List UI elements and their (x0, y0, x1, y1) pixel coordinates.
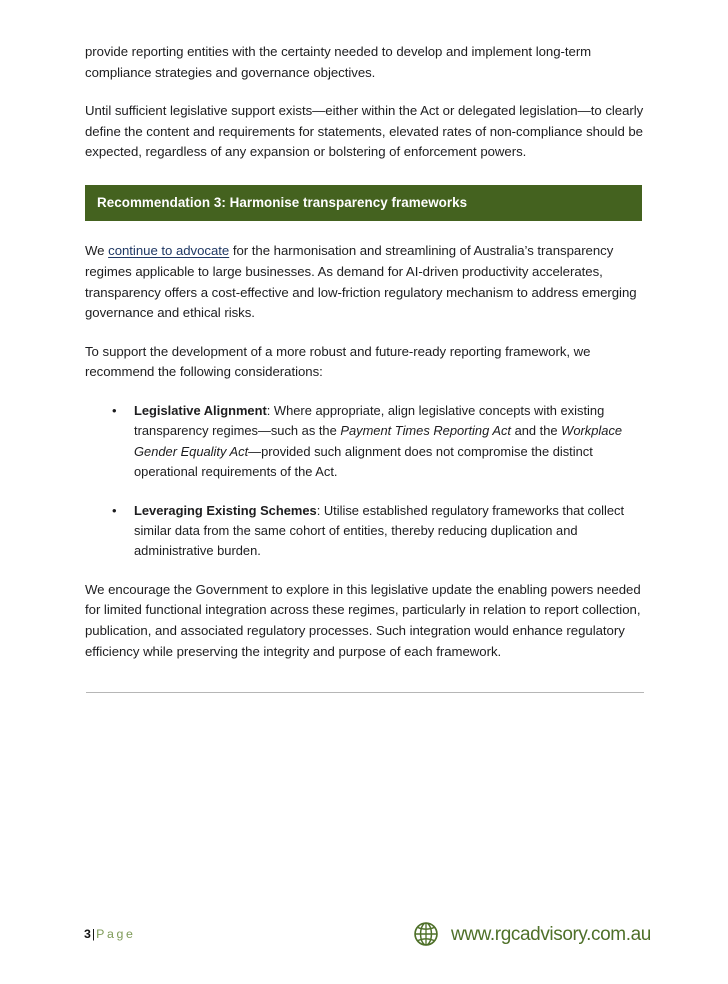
continue-to-advocate-link[interactable]: continue to advocate (108, 243, 230, 259)
list-item-lead: Legislative Alignment (134, 402, 267, 418)
list-item-text-1: : Utilise established regulatory frameworks that collect similar data from the same cohort of entities, thereby reducing duplication and administrative burden. (134, 502, 625, 559)
website-url-text[interactable]: www.rgcadvisory.com.au (451, 923, 651, 945)
paragraph-considerations-intro: To support the development of a more robust and future-ready reporting framework, we recommend the following considerations: (85, 343, 591, 380)
list-item (85, 501, 646, 562)
page-number (84, 928, 135, 940)
bullet-icon: • (112, 502, 117, 518)
list-item-text-2: and the (511, 423, 562, 439)
list-item-text-3: —provided such alignment does not compromise the distinct operational requirements of the Act. (134, 443, 593, 480)
list-item-lead: Leveraging Existing Schemes (134, 502, 317, 518)
page-number-value: 3 (84, 926, 91, 941)
globe-icon (412, 920, 440, 948)
page-number-word: Page (96, 926, 136, 941)
list-item-text-1: : Where appropriate, align legislative concepts with existing transparency regimes—such as the (134, 402, 605, 439)
paragraph-harmonisation-lead: We (85, 243, 109, 259)
paragraph-harmonisation-rest: for the harmonisation and streamlining of Australia’s transparency regimes applicable to large businesses. As demand for AI-driven productivity accelerates, transparency offers a cost-effective and low-friction regulatory mechanism to address emerging governance and ethical risks. (85, 243, 637, 321)
paragraph-government-encouragement: We encourage the Government to explore in this legislative update the enabling powers needed for limited functional integration across these regimes, particularly in relation to report collection, publication, and associated regulatory processes. Such integration would enhance regulatory efficiency while preserving the integrity and purpose of each framework. (85, 581, 641, 659)
list-item (85, 401, 646, 483)
paragraph-continuation: provide reporting entities with the certainty needed to develop and implement long-term compliance strategies and governance objectives. (85, 44, 592, 80)
list-item-italic-1: Payment Times Reporting Act (340, 423, 511, 439)
paragraph-harmonisation (85, 241, 644, 323)
considerations-list (85, 401, 644, 562)
footer-website[interactable] (412, 920, 651, 948)
footer-divider-rule (86, 692, 644, 693)
bullet-icon: • (112, 402, 117, 418)
page-footer (0, 894, 728, 984)
page-number-separator: | (91, 926, 96, 941)
paragraph-legislative-support: Until sufficient legislative support exists—either within the Act or delegated legislation—to clearly define the content and requirements for statements, elevated rates of non-compliance should be expected, regardless of any expansion or bolstering of enforcement powers. (85, 103, 644, 160)
recommendation-3-heading-banner: Recommendation 3: Harmonise transparency frameworks (85, 185, 642, 221)
list-item-italic-2: Workplace Gender Equality Act (134, 423, 623, 459)
